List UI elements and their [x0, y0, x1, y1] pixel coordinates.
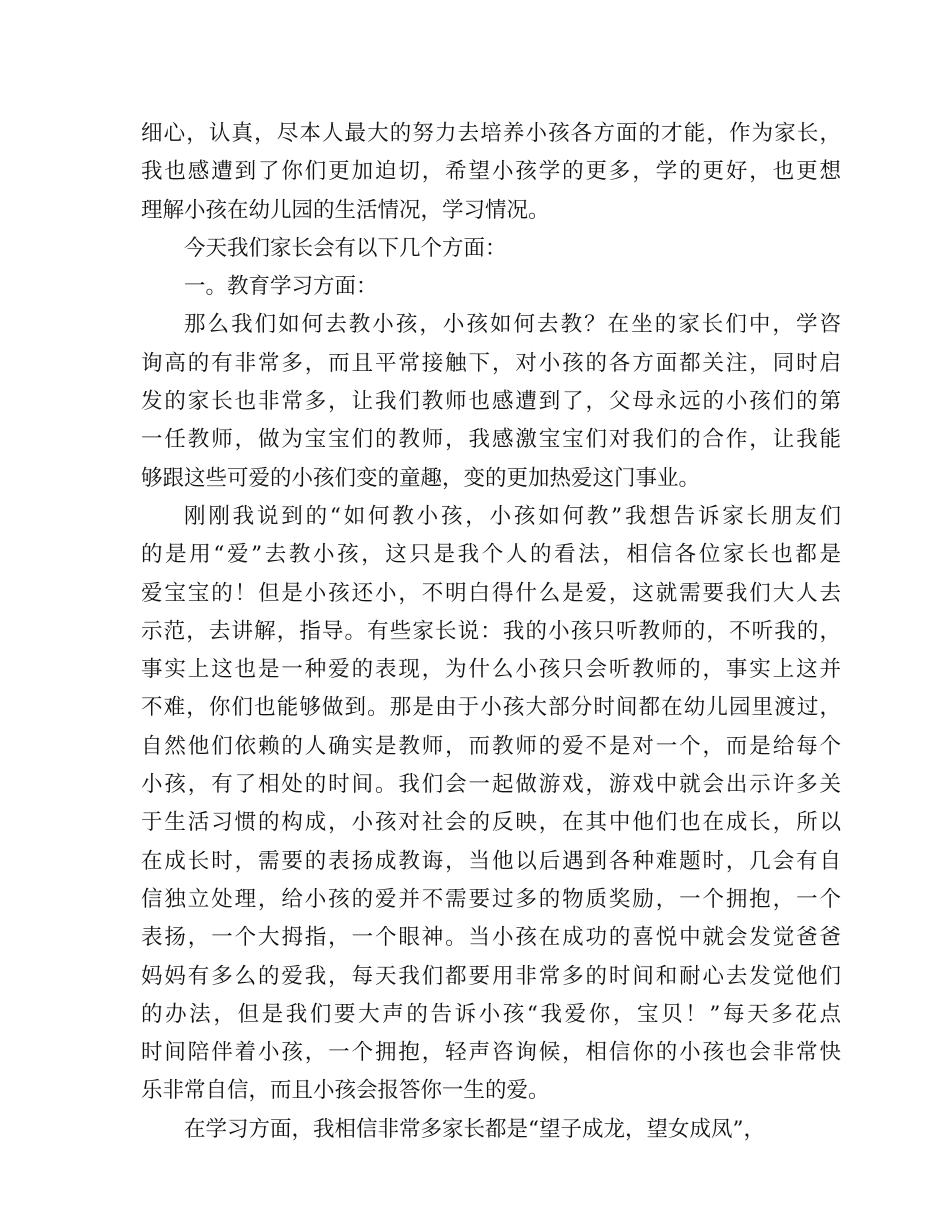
- text-line: 一任教师，做为宝宝们的教师，我感激宝宝们对我们的合作，让我能: [141, 427, 841, 453]
- text-line: 事实上这也是一种爱的表现，为什么小孩只会听教师的，事实上这并: [141, 657, 841, 683]
- text-line: 乐非常自信，而且小孩会报答你一生的爱。: [141, 1078, 550, 1104]
- text-line: 表扬，一个大拇指，一个眼神。当小孩在成功的喜悦中就会发觉爸爸: [141, 925, 841, 951]
- text-line: 理解小孩在幼儿园的生活情况，学习情况。: [141, 197, 550, 223]
- text-line: 的是用“爱”去教小孩，这只是我个人的看法，相信各位家长也都是: [141, 542, 841, 568]
- section-heading: 一。教育学习方面：: [184, 274, 378, 300]
- text-line: 于生活习惯的构成，小孩对社会的反映，在其中他们也在成长，所以: [141, 810, 841, 836]
- text-line: 自然他们依赖的人确实是教师，而教师的爱不是对一个，而是给每个: [141, 733, 841, 759]
- text-line: 我也感遭到了你们更加迫切，希望小孩学的更多，学的更好，也更想: [141, 159, 841, 185]
- text-line: 信独立处理，给小孩的爱并不需要过多的物质奖励，一个拥抱，一个: [141, 886, 841, 912]
- text-line: 发的家长也非常多，让我们教师也感遭到了，父母永远的小孩们的第: [141, 389, 841, 415]
- paragraph-first-line: 今天我们家长会有以下几个方面：: [184, 235, 507, 261]
- text-line: 妈妈有多么的爱我，每天我们都要用非常多的时间和耐心去发觉他们: [141, 963, 841, 989]
- text-line: 示范，去讲解，指导。有些家长说：我的小孩只听教师的，不听我的，: [141, 618, 841, 644]
- paragraph-first-line: 在学习方面，我相信非常多家长都是“望子成龙，望女成凤”，: [184, 1116, 765, 1142]
- text-line: 的办法，但是我们要大声的告诉小孩“我爱你，宝贝！”每天多花点: [141, 1001, 841, 1027]
- body-text: [141, 115, 841, 1149]
- text-line: 小孩，有了相处的时间。我们会一起做游戏，游戏中就会出示许多关: [141, 772, 841, 798]
- text-line: 够跟这些可爱的小孩们变的童趣，变的更加热爱这门事业。: [141, 465, 701, 491]
- text-line: 细心，认真，尽本人最大的努力去培养小孩各方面的才能，作为家长，: [141, 121, 841, 146]
- text-line: 爱宝宝的！但是小孩还小，不明白得什么是爱，这就需要我们大人去: [141, 580, 841, 606]
- text-line: 询高的有非常多，而且平常接触下，对小孩的各方面都关注，同时启: [141, 350, 841, 376]
- paragraph-first-line: 刚刚我说到的“如何教小孩，小孩如何教”我想告诉家长朋友们: [184, 503, 841, 529]
- text-line: 在成长时，需要的表扬成教诲，当他以后遇到各种难题时，几会有自: [141, 848, 841, 874]
- text-line: 时间陪伴着小孩，一个拥抱，轻声咨询候，相信你的小孩也会非常快: [141, 1040, 841, 1066]
- text-line: 不难，你们也能够做到。那是由于小孩大部分时间都在幼儿园里渡过，: [141, 695, 841, 721]
- paragraph-first-line: 那么我们如何去教小孩，小孩如何去教？在坐的家长们中，学咨: [184, 312, 841, 338]
